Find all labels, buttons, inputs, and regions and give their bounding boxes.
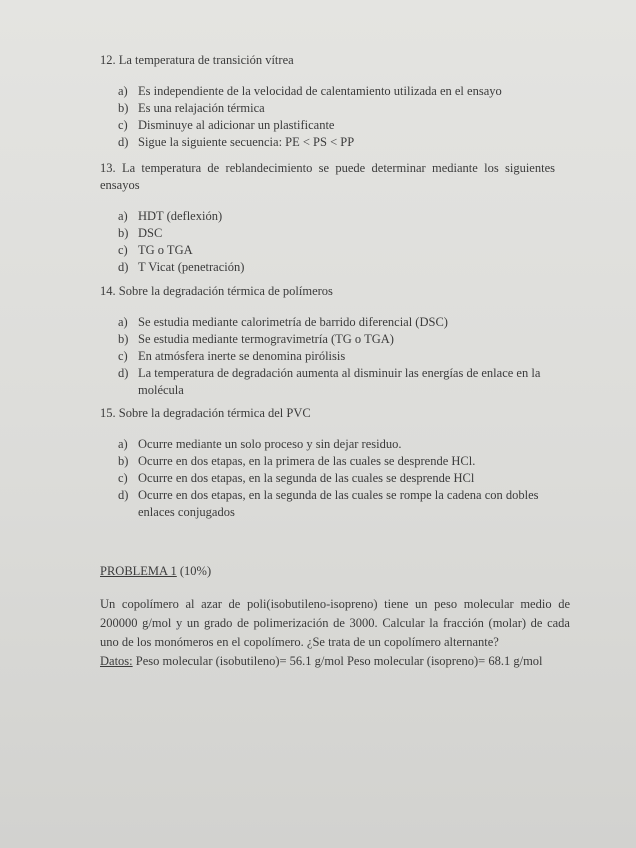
option-text: Ocurre en dos etapas, en la segunda de las cuales se desprende HCl xyxy=(138,471,475,485)
question-13 xyxy=(100,160,555,276)
question-title: 12. La temperatura de transición vítrea xyxy=(100,53,294,67)
option-item xyxy=(118,331,560,348)
option-text: Sigue la siguiente secuencia: PE < PS < PP xyxy=(138,135,355,149)
problem-statement: Un copolímero al azar de poli(isobutileno-isopreno) tiene un peso molecular medio de 200000 g/mol y un grado de polimerización de 3000. Calcular la fracción (molar) de cada uno de los monómeros en el copolímero. ¿Se trata de un copolímero alternante? xyxy=(100,597,570,649)
option-list xyxy=(118,83,550,151)
option-letter: a) xyxy=(118,209,128,223)
option-item xyxy=(118,134,550,151)
problem-weight: (10%) xyxy=(179,564,212,578)
question-title: 13. La temperatura de reblandecimiento se puede determinar mediante los siguientes ensayos xyxy=(100,161,555,192)
option-text: Disminuye al adicionar un plastificante xyxy=(138,118,335,132)
option-letter: b) xyxy=(118,101,129,115)
option-letter: d) xyxy=(118,488,129,502)
option-item xyxy=(118,487,565,521)
option-text: Es independiente de la velocidad de calentamiento utilizada en el ensayo xyxy=(138,84,502,98)
option-letter: d) xyxy=(118,260,129,274)
option-text: En atmósfera inerte se denomina pirólisis xyxy=(138,349,346,363)
option-item xyxy=(118,259,555,276)
option-item xyxy=(118,365,560,399)
problem-1 xyxy=(100,562,570,671)
option-item xyxy=(118,225,555,242)
option-list xyxy=(118,208,555,276)
option-text: HDT (deflexión) xyxy=(138,209,223,223)
option-text: La temperatura de degradación aumenta al disminuir las energías de enlace en la molécula xyxy=(138,366,541,397)
option-item xyxy=(118,348,560,365)
option-text: Ocurre mediante un solo proceso y sin dejar residuo. xyxy=(138,437,402,451)
option-text: Ocurre en dos etapas, en la primera de las cuales se desprende HCl. xyxy=(138,454,476,468)
option-list xyxy=(118,314,560,399)
option-letter: a) xyxy=(118,437,128,451)
option-item xyxy=(118,470,565,487)
option-letter: b) xyxy=(118,454,129,468)
option-letter: b) xyxy=(118,332,129,346)
question-15 xyxy=(100,405,565,521)
option-text: Se estudia mediante termogravimetría (TG o TGA) xyxy=(138,332,394,346)
option-text: Es una relajación térmica xyxy=(138,101,265,115)
option-item xyxy=(118,436,565,453)
option-list xyxy=(118,436,565,521)
option-item xyxy=(118,100,550,117)
option-letter: c) xyxy=(118,118,128,132)
option-text: Se estudia mediante calorimetría de barrido diferencial (DSC) xyxy=(138,315,448,329)
problem-title: PROBLEMA 1 xyxy=(100,564,177,578)
option-letter: a) xyxy=(118,84,128,98)
question-title: 14. Sobre la degradación térmica de polímeros xyxy=(100,284,333,298)
option-item xyxy=(118,314,560,331)
option-text: T Vicat (penetración) xyxy=(138,260,245,274)
option-text: DSC xyxy=(138,226,163,240)
option-text: TG o TGA xyxy=(138,243,193,257)
option-item xyxy=(118,83,550,100)
option-letter: c) xyxy=(118,349,128,363)
question-12 xyxy=(100,52,550,151)
data-label: Datos: xyxy=(100,654,133,668)
option-item xyxy=(118,208,555,225)
question-title: 15. Sobre la degradación térmica del PVC xyxy=(100,406,311,420)
problem-heading xyxy=(100,562,570,581)
option-item xyxy=(118,117,550,134)
option-letter: d) xyxy=(118,366,129,380)
data-text: Peso molecular (isobutileno)= 56.1 g/mol Peso molecular (isopreno)= 68.1 g/mol xyxy=(135,654,543,668)
option-letter: c) xyxy=(118,243,128,257)
option-text: Ocurre en dos etapas, en la segunda de las cuales se rompe la cadena con dobles enlaces conjugados xyxy=(138,488,539,519)
option-letter: b) xyxy=(118,226,129,240)
option-letter: c) xyxy=(118,471,128,485)
option-letter: a) xyxy=(118,315,128,329)
problem-data xyxy=(100,652,570,671)
question-14 xyxy=(100,283,560,399)
option-item xyxy=(118,242,555,259)
option-letter: d) xyxy=(118,135,129,149)
option-item xyxy=(118,453,565,470)
